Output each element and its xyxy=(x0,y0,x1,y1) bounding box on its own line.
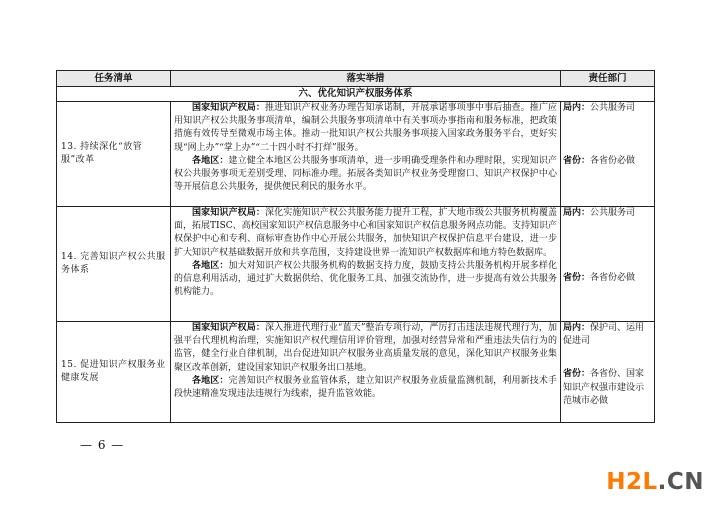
local-measure xyxy=(174,155,557,195)
resp-local-value: 各省份必做 xyxy=(590,156,636,167)
department-cell xyxy=(561,207,655,322)
resp-local-value: 各省份、国家知识产权强市建设示范城市必做 xyxy=(563,369,645,406)
national-label: 国家知识产权局： xyxy=(192,103,266,113)
resp-national-label: 局内： xyxy=(563,103,591,113)
local-text: 完善知识产权服务业监管体系，建立知识产权服务业质量监测机制，利用新技术手段快速精准发现违法违规行为线索，提升监管效能。 xyxy=(174,375,557,400)
local-label: 各地区： xyxy=(192,155,229,166)
resp-local xyxy=(563,368,652,408)
resp-national-value: 公共服务司 xyxy=(590,103,636,113)
header-department: 责任部门 xyxy=(561,71,655,87)
resp-local-label: 省份： xyxy=(563,273,591,284)
resp-national xyxy=(563,102,652,115)
national-measure xyxy=(174,102,557,155)
resp-local xyxy=(563,155,652,168)
table-row xyxy=(57,207,655,322)
measures-cell xyxy=(171,207,561,322)
local-label: 各地区： xyxy=(192,375,229,386)
watermark-part1: H2L xyxy=(606,469,658,495)
watermark-part2: .CN xyxy=(657,469,704,495)
section-row xyxy=(57,87,655,102)
resp-local xyxy=(563,272,652,285)
national-measure xyxy=(174,322,557,375)
site-watermark-logo xyxy=(606,469,704,495)
task-cell: 14. 完善知识产权公共服务体系 xyxy=(57,207,171,322)
task-cell: 13. 持续深化“放管服”改革 xyxy=(57,102,171,207)
resp-national xyxy=(563,207,652,220)
local-text: 加大对知识产权公共服务机构的数据支持力度，鼓励支持公共服务机构开展多样化的信息利用活动，通过扩大数据供给、优化服务工具、加强交流协作，进一步提高有效公共服务机构能力。 xyxy=(174,260,557,298)
national-label: 国家知识产权局： xyxy=(192,323,265,333)
department-cell xyxy=(561,102,655,207)
resp-local-label: 省份： xyxy=(563,369,591,380)
table-row xyxy=(57,102,655,207)
resp-national-value: 保护司、运用促进司 xyxy=(563,323,645,347)
national-text: 深入推进代理行业“蓝天”整治专项行动，严厉打击违法违规代理行为，加强平台代理机构治理，实施知识产权代理信用评价管理，加强对经营异常和严重违法失信行为的监管，健全行业自律机制，出台促进知识产权服务业高质量发展的意见，深化知识产权服务业集聚区改革创新，建设国家知识产权服务出口基地。 xyxy=(174,323,557,373)
local-measure xyxy=(174,260,557,300)
document-page xyxy=(56,70,654,423)
local-measure xyxy=(174,375,557,401)
national-text: 推进知识产权业务办理告知承诺制，开展承诺事项事中事后抽查。推广应用知识产权公共服务事项清单，编制公共服务事项清单中有关事项办事指南和服务标准，把政策措施有效传导至微观市场主体。推动一批知识产权公共服务事项接入国家政务服务平台，更好实现“网上办”“掌上办”“二十四小时不打烊”服务。 xyxy=(174,103,557,153)
task-cell: 15. 促进知识产权服务业健康发展 xyxy=(57,322,171,423)
measures-cell xyxy=(171,322,561,423)
page-number: — 6 — xyxy=(80,438,125,452)
resp-local-label: 省份： xyxy=(563,156,591,167)
department-cell xyxy=(561,322,655,423)
local-text: 建立健全本地区公共服务事项清单，进一步明确受理条件和办理时限，实现知识产权公共服务事项无差别受理、同标准办理。拓展各类知识产权业务受理窗口、知识产权保护中心等开展信息公共服务，提供便民利民的服务水平。 xyxy=(174,155,557,193)
table-row xyxy=(57,322,655,423)
resp-national-label: 局内： xyxy=(563,323,591,333)
measures-cell xyxy=(171,102,561,207)
header-task: 任务清单 xyxy=(57,71,171,87)
national-label: 国家知识产权局： xyxy=(192,208,266,218)
resp-national-value: 公共服务司 xyxy=(590,208,636,218)
table-header-row xyxy=(57,71,655,87)
task-table xyxy=(56,70,655,423)
resp-local-value: 各省份必做 xyxy=(590,273,636,284)
resp-national-label: 局内： xyxy=(563,208,591,218)
national-text: 深化实施知识产权公共服务能力提升工程，扩大地市级公共服务机构覆盖面，拓展TISC、高校国家知识产权信息服务中心和国家知识产权信息服务网点功能。支持知识产权保护中心和专利、商标审查协作中心开展公共服务，加快知识产权保护信息平台建设，进一步扩大知识产权基础数据开放和共享范围，支持建设世界一流知识产权数据库和地方特色数据库。 xyxy=(174,208,557,258)
resp-national xyxy=(563,322,652,348)
national-measure xyxy=(174,207,557,260)
local-label: 各地区： xyxy=(192,260,229,271)
section-title: 六、优化知识产权服务体系 xyxy=(57,87,655,102)
header-measures: 落实举措 xyxy=(171,71,561,87)
